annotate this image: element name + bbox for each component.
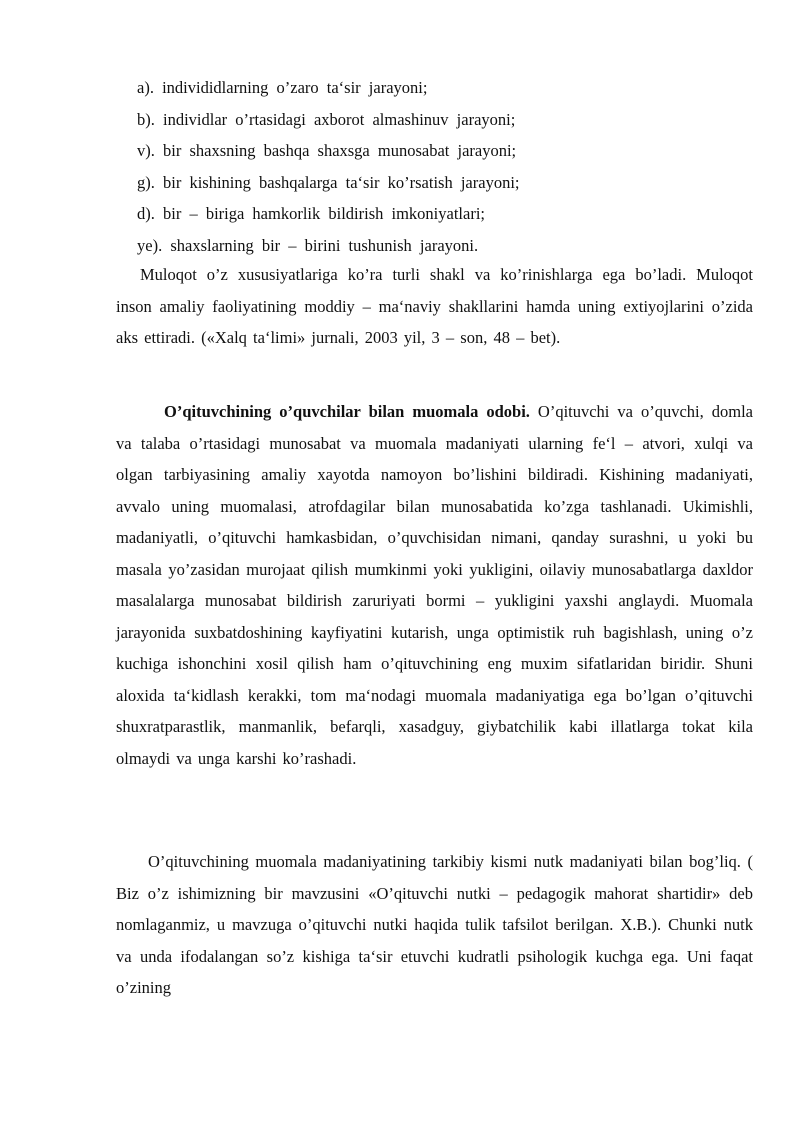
section-heading: O’qituvchining o’quvchilar bilan muomala odobi.: [164, 402, 530, 421]
answer-options-list: [137, 72, 757, 261]
list-item: d). bir – biriga hamkorlik bildirish imkoniyatlari;: [137, 204, 485, 223]
list-item: g). bir kishining bashqalarga ta‘sir ko’rsatish jarayoni;: [137, 172, 520, 192]
list-item: b). individlar o’rtasidagi axborot almashinuv jarayoni;: [137, 109, 516, 129]
list-item: v). bir shaxsning bashqa shaxsga munosabat jarayoni;: [137, 141, 517, 160]
list-item: a). individidlarning o’zaro ta‘sir jarayoni;: [137, 78, 428, 97]
paragraph-muomala-odobi: [116, 396, 753, 774]
paragraph-muloqot: Muloqot o’z xususiyatlariga ko’ra turli shakl va ko’rinishlarga ega bo’ladi. Muloqot inson amaliy faoliyatining moddiy – ma‘naviy shakllarini hamda uning extiyojlarini o’zida aks ettiradi. («Xalq ta‘limi» jurnali, 2003 yil, 3 – son, 48 – bet).: [116, 265, 753, 347]
list-item: ye). shaxslarning bir – birini tushunish jarayoni.: [137, 235, 479, 255]
paragraph-nutk-madaniyati: O’qituvchining muomala madaniyatining tarkibiy kismi nutk madaniyati bilan bog’liq. ( Biz o’z ishimizning bir mavzusini «O’qituvchi nutki – pedagogik mahorat shartidir» deb nomlaganmiz, u mavzuga o’qituvchi nutki haqida tulik tafsilot berilgan. X.B.). Chunki nutk va unda ifodalangan so’z kishiga ta‘sir etuvchi kudratli psihologik kuchga ega. Uni faqat o’zining: [116, 852, 753, 997]
paragraph-body: O’qituvchi va o’quvchi, domla va talaba o’rtasidagi munosabat va muomala madaniyati ularning fe‘l – atvori, xulqi va olgan tarbiyasining amaliy xayotda namoyon bo’lishini bildiradi. Kishining madaniyati, avvalo uning muomalasi, atrofdagilar bilan munosabatida ko’zga tashlanadi. Ukimishli, madaniyatli, o’qituvchi hamkasbidan, o’quvchisidan nimani, qanday surashni, u yoki bu masala yo’zasidan murojaat qilish mumkinmi yoki yukligini, oilaviy munosabatlarga daxldor masalalarga munosabat bildirish zaruriyati bormi – yukligini yaxshi anglaydi. Muomala jarayonida suxbatdoshining kayfiyatini kutarish, unga optimistik ruh bagishlash, uning o’z kuchiga ishonchini xosil qilish ham o’qituvchining eng muxim sifatlaridan biridir. Shuni aloxida ta‘kidlash kerakki, tom ma‘nodagi muomala madaniyatiga ega bo’lgan o’qituvchi shuxratparastlik, manmanlik, befarqli, xasadguy, giybatchilik kabi illatlarga tokat kila olmaydi va unga karshi ko’rashadi.: [116, 402, 753, 768]
